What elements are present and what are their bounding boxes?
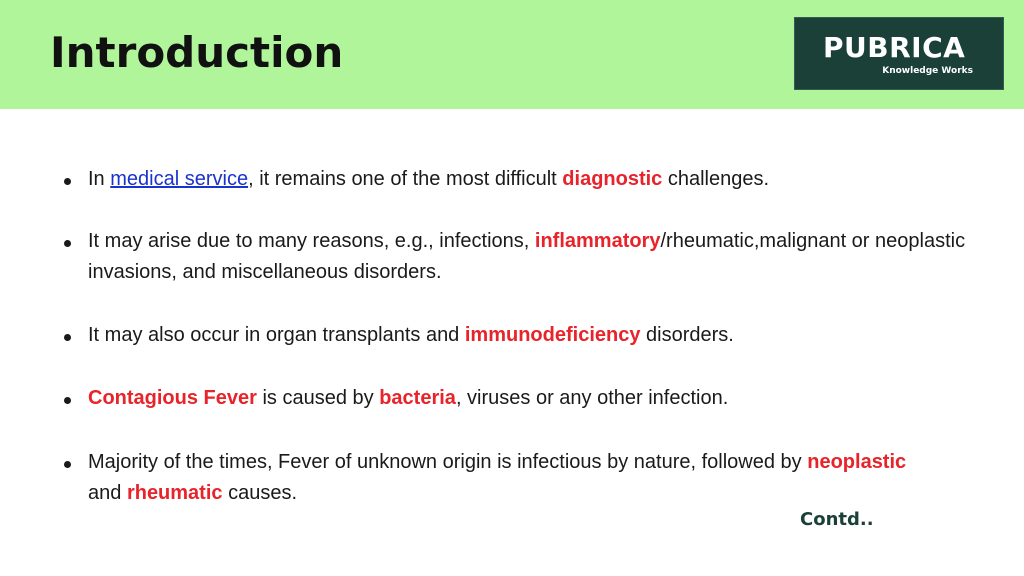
continued-label: Contd.. xyxy=(800,509,874,530)
pubrica-logo xyxy=(794,17,1004,90)
logo-wordmark: PUBRICA xyxy=(823,31,966,64)
bullet-item xyxy=(64,447,928,509)
highlighted-term: immunodeficiency xyxy=(464,324,641,346)
bullet-text xyxy=(88,324,734,346)
text-segment: is caused by xyxy=(256,387,380,409)
text-segment: challenges. xyxy=(662,168,770,190)
bullet-text xyxy=(88,451,906,504)
text-segment: , viruses or any other infection. xyxy=(455,387,729,409)
highlighted-term: neoplastic xyxy=(807,451,907,473)
bullet-dot-icon xyxy=(64,334,71,341)
highlighted-term: inflammatory xyxy=(534,230,661,252)
text-segment: and xyxy=(88,482,127,504)
text-segment: It may arise due to many reasons, e.g., infections, xyxy=(88,230,535,252)
text-segment: , it remains one of the most difficult xyxy=(248,168,563,190)
header-bar xyxy=(0,0,1024,109)
bullet-item xyxy=(64,320,984,351)
bullet-item xyxy=(64,383,984,414)
bullet-item xyxy=(64,164,984,195)
highlighted-term: Contagious Fever xyxy=(88,387,257,409)
bullet-text xyxy=(88,168,769,190)
medical-service-link[interactable]: medical service xyxy=(110,168,249,190)
bullet-item xyxy=(64,226,984,288)
bullet-dot-icon xyxy=(64,240,71,247)
bullet-text xyxy=(88,387,728,409)
text-segment: Majority of the times, Fever of unknown origin is infectious by nature, followed by xyxy=(88,451,808,473)
bullet-dot-icon xyxy=(64,461,71,468)
text-segment: disorders. xyxy=(640,324,734,346)
text-segment: /rheumatic,malignant or neoplastic invasions, and miscellaneous disorders. xyxy=(88,230,966,283)
highlighted-term: diagnostic xyxy=(562,168,663,190)
highlighted-term: rheumatic xyxy=(126,482,223,504)
highlighted-term: bacteria xyxy=(379,387,456,409)
logo-tagline: Knowledge Works xyxy=(882,66,973,76)
text-segment: causes. xyxy=(222,482,298,504)
page-title: Introduction xyxy=(50,28,344,77)
bullet-dot-icon xyxy=(64,397,71,404)
bullet-text xyxy=(88,230,965,283)
bullet-dot-icon xyxy=(64,178,71,185)
text-segment: It may also occur in organ transplants and xyxy=(88,324,465,346)
text-segment: In xyxy=(88,168,111,190)
